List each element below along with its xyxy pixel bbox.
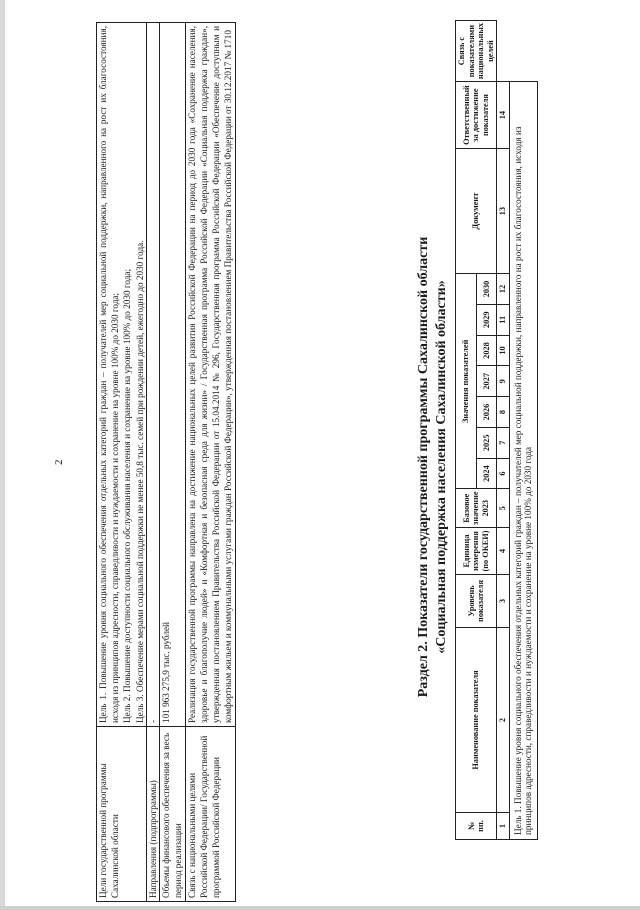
row-value	[146, 23, 159, 727]
header-row	[456, 21, 477, 840]
col-number: 9	[497, 366, 510, 397]
directions-value: -	[147, 719, 158, 723]
year-cell: 2029	[476, 304, 497, 335]
header-values: Значения показателей	[456, 274, 477, 489]
indicators-table	[455, 20, 538, 840]
funding-value: 101 963 275,9 тыс. рублей	[161, 622, 172, 723]
col-number: 3	[497, 575, 510, 628]
goal-text: Цель 2. Повышение доступности социального обслуживания населения и сохранение на уровне 100% до 2030 года;	[122, 268, 133, 723]
table-row	[160, 23, 185, 902]
row-value	[97, 23, 147, 727]
row-label: Объемы финансового обеспечения за весь период реализации	[160, 727, 185, 902]
year-cell: 2025	[476, 427, 497, 458]
col-number: 11	[497, 304, 510, 335]
header-unit: Единица измерения (по ОКЕИ)	[456, 528, 497, 575]
year-cell: 2027	[476, 366, 497, 397]
section-heading	[415, 32, 451, 902]
header-document: Документ	[456, 149, 497, 274]
program-passport-table	[96, 22, 236, 902]
table-row	[146, 23, 159, 902]
header-base: Базовое значение 2023	[456, 489, 497, 528]
year-cell: 2024	[476, 458, 497, 489]
goal-text: Цель 1. Повышение уровня социального обеспечения отдельных категорий граждан – получателей мер социальной поддержки, направленного на рост их благосостояния, исходя из принципов адресности, справедливости и нуждаемости и сохранение на уровне 100% до 2030 года;	[98, 26, 121, 723]
col-number: 10	[497, 335, 510, 366]
table-row	[97, 23, 147, 902]
col-number: 7	[497, 427, 510, 458]
national-goals-text: Реализация государственной программы направлена на достижение национальных целей развития Российской Федерации на период до 2030 года «Сохранение населения, здоровье и благополучие людей» и «Комфортная и безопасная среда для жизни» / Государственная программа Российской Федерации «Социальная поддержка граждан», утвержденная постановлением Правительства Российской Федерации от 15.04.2014 № 296, Государственная программа Российской Федерации «Обеспечение доступным и комфортным жильем и коммунальными услугами граждан Российской Федерации», утвержденная постановлением Правительства Российской Федерации от 30.12.2017 № 1710	[186, 26, 234, 723]
row-value	[185, 23, 235, 727]
col-number: 13	[497, 149, 510, 274]
col-number: 4	[497, 528, 510, 575]
year-cell: 2026	[476, 397, 497, 428]
header-level: Уровень показателя	[456, 575, 497, 628]
col-number: 2	[497, 628, 510, 813]
section-subtitle: «Социальная поддержка населения Сахалинской области»	[434, 280, 450, 654]
page-number: 2	[53, 459, 65, 465]
col-number: 6	[497, 458, 510, 489]
row-label: Цели государственной программы Сахалинской области	[97, 727, 147, 902]
header-link: Связь с показателями национальных целей	[456, 21, 497, 82]
header-responsible: Ответственный за достижение показателя	[456, 82, 497, 149]
table-row	[185, 23, 235, 902]
col-number: 14	[497, 82, 510, 149]
col-number: 1	[497, 813, 510, 840]
goal-row-text: Цель 1. Повышение уровня социального обеспечения отдельных категорий граждан – получателей мер социальной поддержки, направленного на рост их благосостояния, исходя из принципов адресности, справедливости и нуждаемости и сохранение на уровне 100% до 2030 года	[509, 82, 537, 840]
row-label: Связь с национальными целями Российской Федерации/ Государственной программой Российской Федерации	[185, 727, 235, 902]
col-number: 5	[497, 489, 510, 528]
section-title: Раздел 2. Показатели государственной программы Сахалинской области	[416, 236, 431, 698]
row-label: Направления (подпрограммы)	[146, 727, 159, 902]
row-value	[160, 23, 185, 727]
year-cell: 2030	[476, 274, 497, 305]
year-cell: 2028	[476, 335, 497, 366]
header-num: № пп.	[456, 813, 497, 840]
col-number: 12	[497, 274, 510, 305]
header-name: Наименование показателя	[456, 628, 497, 813]
goal-row	[509, 21, 537, 840]
column-number-row	[497, 21, 510, 840]
col-number: 8	[497, 397, 510, 428]
goal-text: Цель 3. Обеспечение мерами социальной поддержки не менее 50,8 тыс. семей при рождении детей, ежегодно до 2030 года.	[134, 240, 145, 723]
